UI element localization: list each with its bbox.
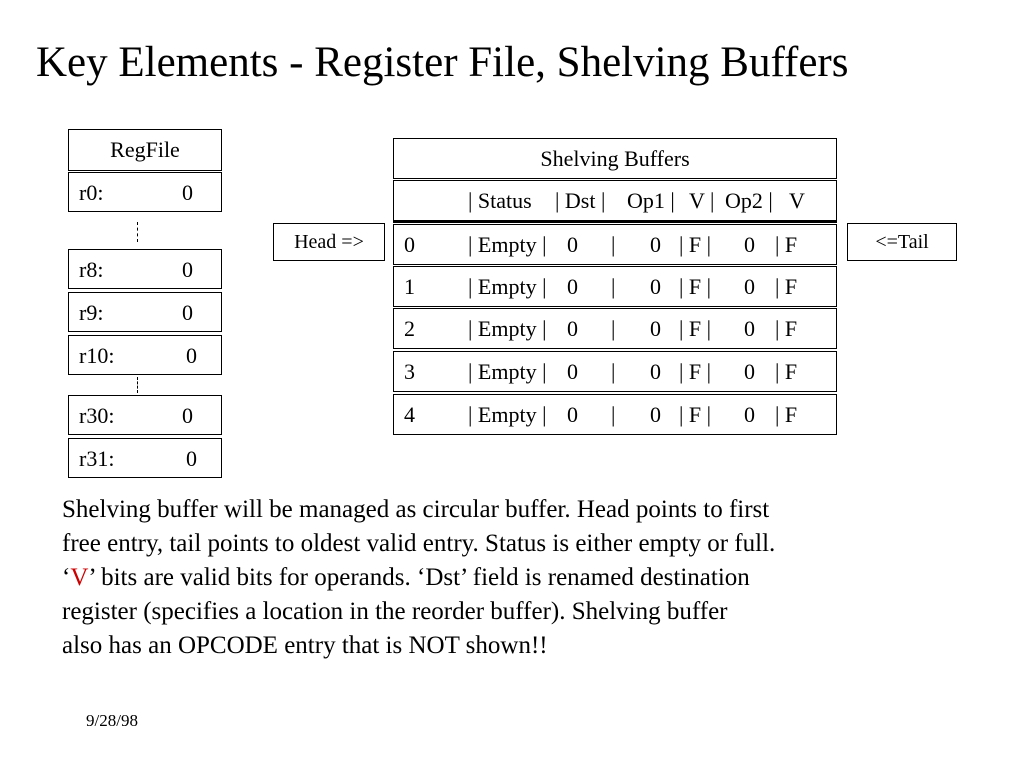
column-header-op2: Op2 | (725, 188, 773, 213)
shelving-buffers-header-row (393, 180, 837, 223)
v-highlight: V (70, 564, 89, 591)
shelving-buffer-row (393, 351, 837, 392)
column-header-status: | Status (468, 188, 532, 213)
regfile-row-r30 (68, 395, 222, 435)
entry-separator: | (611, 402, 616, 427)
entry-separator: | (611, 316, 616, 341)
description-line (62, 561, 942, 595)
entry-op1: 0 (650, 402, 661, 427)
tail-pointer-label: <=Tail (875, 230, 929, 253)
description-line-rest: ’ bits are valid bits for operands. ‘Dst’ field is renamed destination (88, 564, 750, 591)
entry-v1: | F | (679, 402, 712, 427)
regfile-row-r9 (68, 292, 222, 332)
register-name: r8: (79, 257, 104, 282)
entry-op2: 0 (744, 232, 755, 257)
entry-op1: 0 (650, 274, 661, 299)
entry-op2: 0 (744, 402, 755, 427)
entry-status: | Empty | (468, 232, 547, 257)
entry-separator: | (611, 274, 616, 299)
regfile-header-label: RegFile (110, 137, 180, 162)
quote-open: ‘ (62, 564, 71, 591)
regfile-row-r10 (68, 335, 222, 375)
register-value: 0 (186, 446, 197, 471)
register-name: r30: (79, 403, 115, 428)
entry-op2: 0 (744, 274, 755, 299)
entry-v2: | F (775, 316, 798, 341)
entry-op1: 0 (650, 316, 661, 341)
regfile-ellipsis-divider (137, 222, 138, 242)
entry-dst: 0 (567, 232, 578, 257)
shelving-buffers-title (393, 138, 837, 179)
entry-dst: 0 (567, 402, 578, 427)
entry-op2: 0 (744, 316, 755, 341)
entry-v1: | F | (679, 359, 712, 384)
entry-dst: 0 (567, 359, 578, 384)
entry-v2: | F (775, 402, 798, 427)
entry-v1: | F | (679, 274, 712, 299)
entry-dst: 0 (567, 274, 578, 299)
column-header-op1: Op1 | (627, 188, 675, 213)
description-line: Shelving buffer will be managed as circular buffer. Head points to first (62, 496, 770, 523)
entry-status: | Empty | (468, 402, 547, 427)
description-line: register (specifies a location in the reorder buffer). Shelving buffer (62, 598, 728, 625)
column-header-dst: | Dst | (555, 188, 606, 213)
description-line: free entry, tail points to oldest valid entry. Status is either empty or full. (62, 530, 776, 557)
entry-status: | Empty | (468, 274, 547, 299)
regfile-row-r8 (68, 249, 222, 289)
entry-v1: | F | (679, 232, 712, 257)
column-header-v1: V | (689, 188, 715, 213)
head-pointer-label: Head => (294, 230, 364, 253)
shelving-buffer-row (393, 224, 837, 265)
register-value: 0 (182, 180, 193, 205)
entry-v2: | F (775, 274, 798, 299)
shelving-buffers-title-label: Shelving Buffers (540, 145, 690, 171)
entry-v2: | F (775, 232, 798, 257)
entry-dst: 0 (567, 316, 578, 341)
entry-index: 4 (404, 402, 415, 427)
register-name: r31: (79, 446, 115, 471)
slide-title: Key Elements - Register File, Shelving Buffers (36, 39, 849, 86)
entry-op2: 0 (744, 359, 755, 384)
entry-status: | Empty | (468, 359, 547, 384)
register-value: 0 (186, 343, 197, 368)
entry-index: 3 (404, 359, 415, 384)
entry-separator: | (611, 232, 616, 257)
register-value: 0 (182, 257, 193, 282)
column-header-v2: V (789, 188, 805, 213)
shelving-buffer-row (393, 394, 837, 435)
entry-index: 1 (404, 274, 415, 299)
register-name: r9: (79, 300, 104, 325)
regfile-row-r31 (68, 438, 222, 478)
shelving-buffer-row (393, 308, 837, 349)
register-name: r0: (79, 180, 104, 205)
description-paragraph (62, 493, 942, 663)
entry-status: | Empty | (468, 316, 547, 341)
entry-v1: | F | (679, 316, 712, 341)
head-pointer (273, 223, 385, 261)
regfile-ellipsis-divider (137, 377, 138, 393)
footer-date: 9/28/98 (86, 711, 138, 730)
description-line: also has an OPCODE entry that is NOT shown!! (62, 632, 548, 659)
shelving-buffer-row (393, 266, 837, 307)
register-value: 0 (182, 403, 193, 428)
regfile-row-r0 (68, 172, 222, 212)
regfile-header (68, 129, 222, 171)
tail-pointer (847, 223, 957, 261)
entry-index: 2 (404, 316, 415, 341)
entry-op1: 0 (650, 232, 661, 257)
entry-separator: | (611, 359, 616, 384)
register-value: 0 (182, 300, 193, 325)
entry-op1: 0 (650, 359, 661, 384)
register-name: r10: (79, 343, 115, 368)
entry-v2: | F (775, 359, 798, 384)
entry-index: 0 (404, 232, 415, 257)
